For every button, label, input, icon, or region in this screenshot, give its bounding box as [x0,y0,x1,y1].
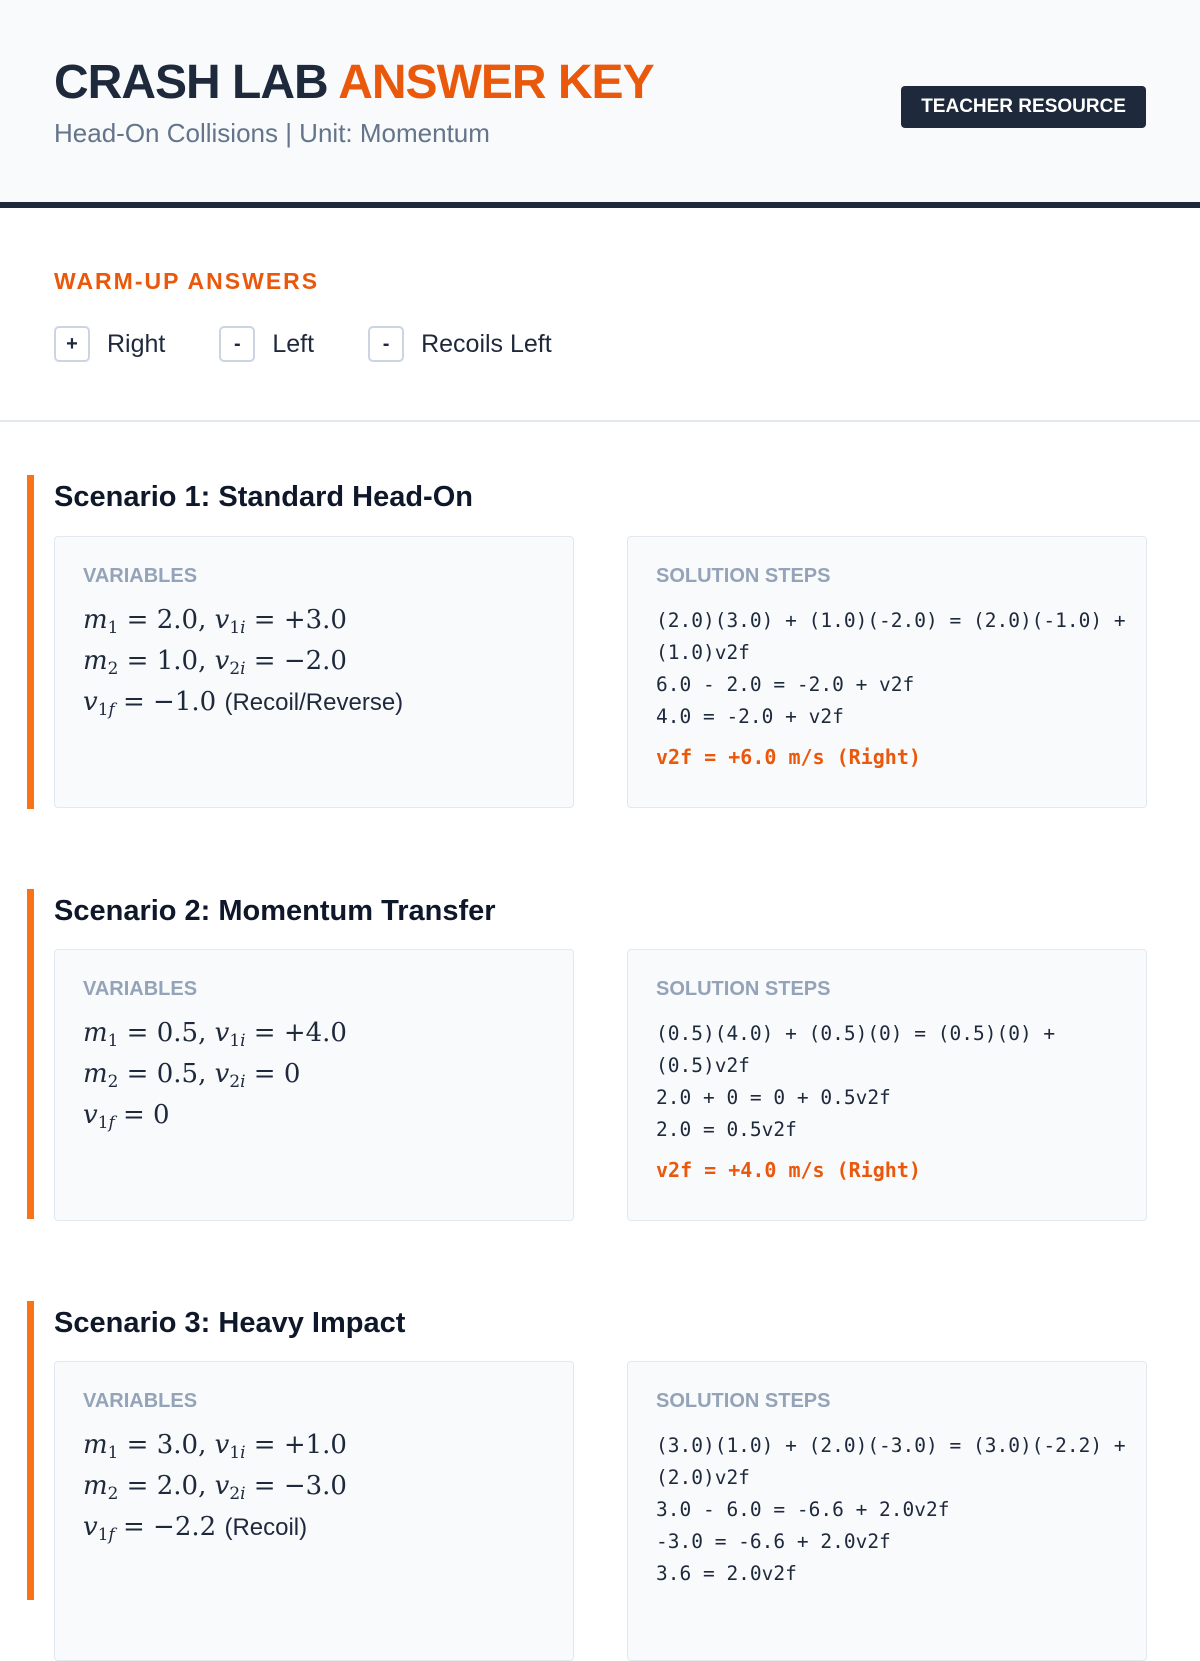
step-line: 6.0 - 2.0 = -2.0 + v2f [656,673,915,696]
step-line: 3.0 - 6.0 = -6.6 + 2.0v2f [656,1498,950,1521]
scenario-title: Scenario 1: Standard Head-On [54,481,473,513]
scenario-title: Scenario 2: Momentum Transfer [54,895,496,927]
warmup-answer [219,326,314,362]
m1-value: 2.0 [156,605,199,635]
variables-label: VARIABLES [83,565,198,587]
answer-label: Left [272,329,315,358]
page-title [54,54,654,112]
solution-card [627,536,1147,808]
warmup-answer [368,326,552,362]
m1-value: 3.0 [156,1430,199,1460]
solution-label: SOLUTION STEPS [656,978,831,1000]
variables-label: VARIABLES [83,978,198,1000]
sign-box: - [219,326,255,362]
v1i-value: +3.0 [283,605,347,635]
step-line: (3.0)(1.0) + (2.0)(-3.0) = (3.0)(-2.2) + (2.0)v2f [656,1434,1126,1489]
solution-label: SOLUTION STEPS [656,565,831,587]
accent-bar [27,889,34,1219]
scenario-card [27,475,1147,809]
scenario-card [27,889,1147,1223]
scenario-card [27,1301,1147,1600]
solution-steps [656,1018,1126,1146]
final-answer: v2f = +6.0 m/s (Right) [656,745,921,769]
v2i-value: 0 [283,1059,301,1090]
warmup-answer [54,326,165,362]
title-part-2: ANSWER KEY [338,56,654,109]
scenario-title: Scenario 3: Heavy Impact [54,1307,406,1339]
solution-steps [656,605,1126,733]
variables-list: $m_1 = 3.0$, $v_{1i} = +1.0$ $m_2 = 2.0$, $v_{2i} = -3.0$ $v_{1f} = -2.2$ (Recoil) [83,1430,347,1545]
sign-box: - [368,326,404,362]
solution-steps [656,1430,1126,1590]
answer-label: Recoils Left [421,329,552,358]
m2-value: 0.5 [156,1059,199,1090]
step-line: 3.6 = 2.0v2f [656,1562,797,1585]
v1i-value: +4.0 [283,1018,347,1048]
sign-box: + [54,326,90,362]
solution-card [627,949,1147,1221]
solution-card [627,1361,1147,1661]
step-line: (0.5)(4.0) + (0.5)(0) = (0.5)(0) + (0.5)v2f [656,1022,1056,1077]
answer-label: Right [107,329,166,358]
header [0,0,1200,208]
accent-bar [27,1301,34,1600]
v1f-note: (Recoil) [224,1514,308,1542]
accent-bar [27,475,34,809]
variables-list: $m_1 = 2.0$, $v_{1i} = +3.0$ $m_2 = 1.0$, $v_{2i} = -2.0$ $v_{1f} = -1.0$ (Recoil/Reverse) [83,605,404,720]
step-line: 2.0 = 0.5v2f [656,1118,797,1141]
variables-list: $m_1 = 0.5$, $v_{1i} = +4.0$ $m_2 = 0.5$, $v_{2i} = 0$ $v_{1f} = 0$ [83,1018,347,1133]
m2-value: 2.0 [156,1471,199,1502]
v1f-value: −1.0 [153,687,217,718]
variables-card [54,949,574,1221]
variables-card [54,1361,574,1661]
v2i-value: −2.0 [283,646,347,677]
v1f-value: 0 [153,1100,170,1131]
warmup-title: WARM-UP ANSWERS [54,268,320,294]
page-subtitle: Head-On Collisions | Unit: Momentum [54,118,490,148]
v1f-note: (Recoil/Reverse) [224,689,404,717]
m2-value: 1.0 [156,646,199,677]
v1i-value: +1.0 [283,1430,347,1460]
final-answer: v2f = +4.0 m/s (Right) [656,1158,921,1182]
section-divider [0,420,1200,422]
v1f-value: −2.2 [153,1512,217,1543]
variables-card [54,536,574,808]
solution-label: SOLUTION STEPS [656,1390,831,1412]
variables-label: VARIABLES [83,1390,198,1412]
warmup-answers [54,326,606,362]
teacher-resource-badge: TEACHER RESOURCE [901,86,1146,128]
step-line: 2.0 + 0 = 0 + 0.5v2f [656,1086,891,1109]
step-line: -3.0 = -6.6 + 2.0v2f [656,1530,891,1553]
v2i-value: −3.0 [283,1471,347,1502]
m1-value: 0.5 [156,1018,199,1048]
step-line: 4.0 = -2.0 + v2f [656,705,844,728]
title-part-1: CRASH LAB [54,56,328,109]
step-line: (2.0)(3.0) + (1.0)(-2.0) = (2.0)(-1.0) + (1.0)v2f [656,609,1126,664]
